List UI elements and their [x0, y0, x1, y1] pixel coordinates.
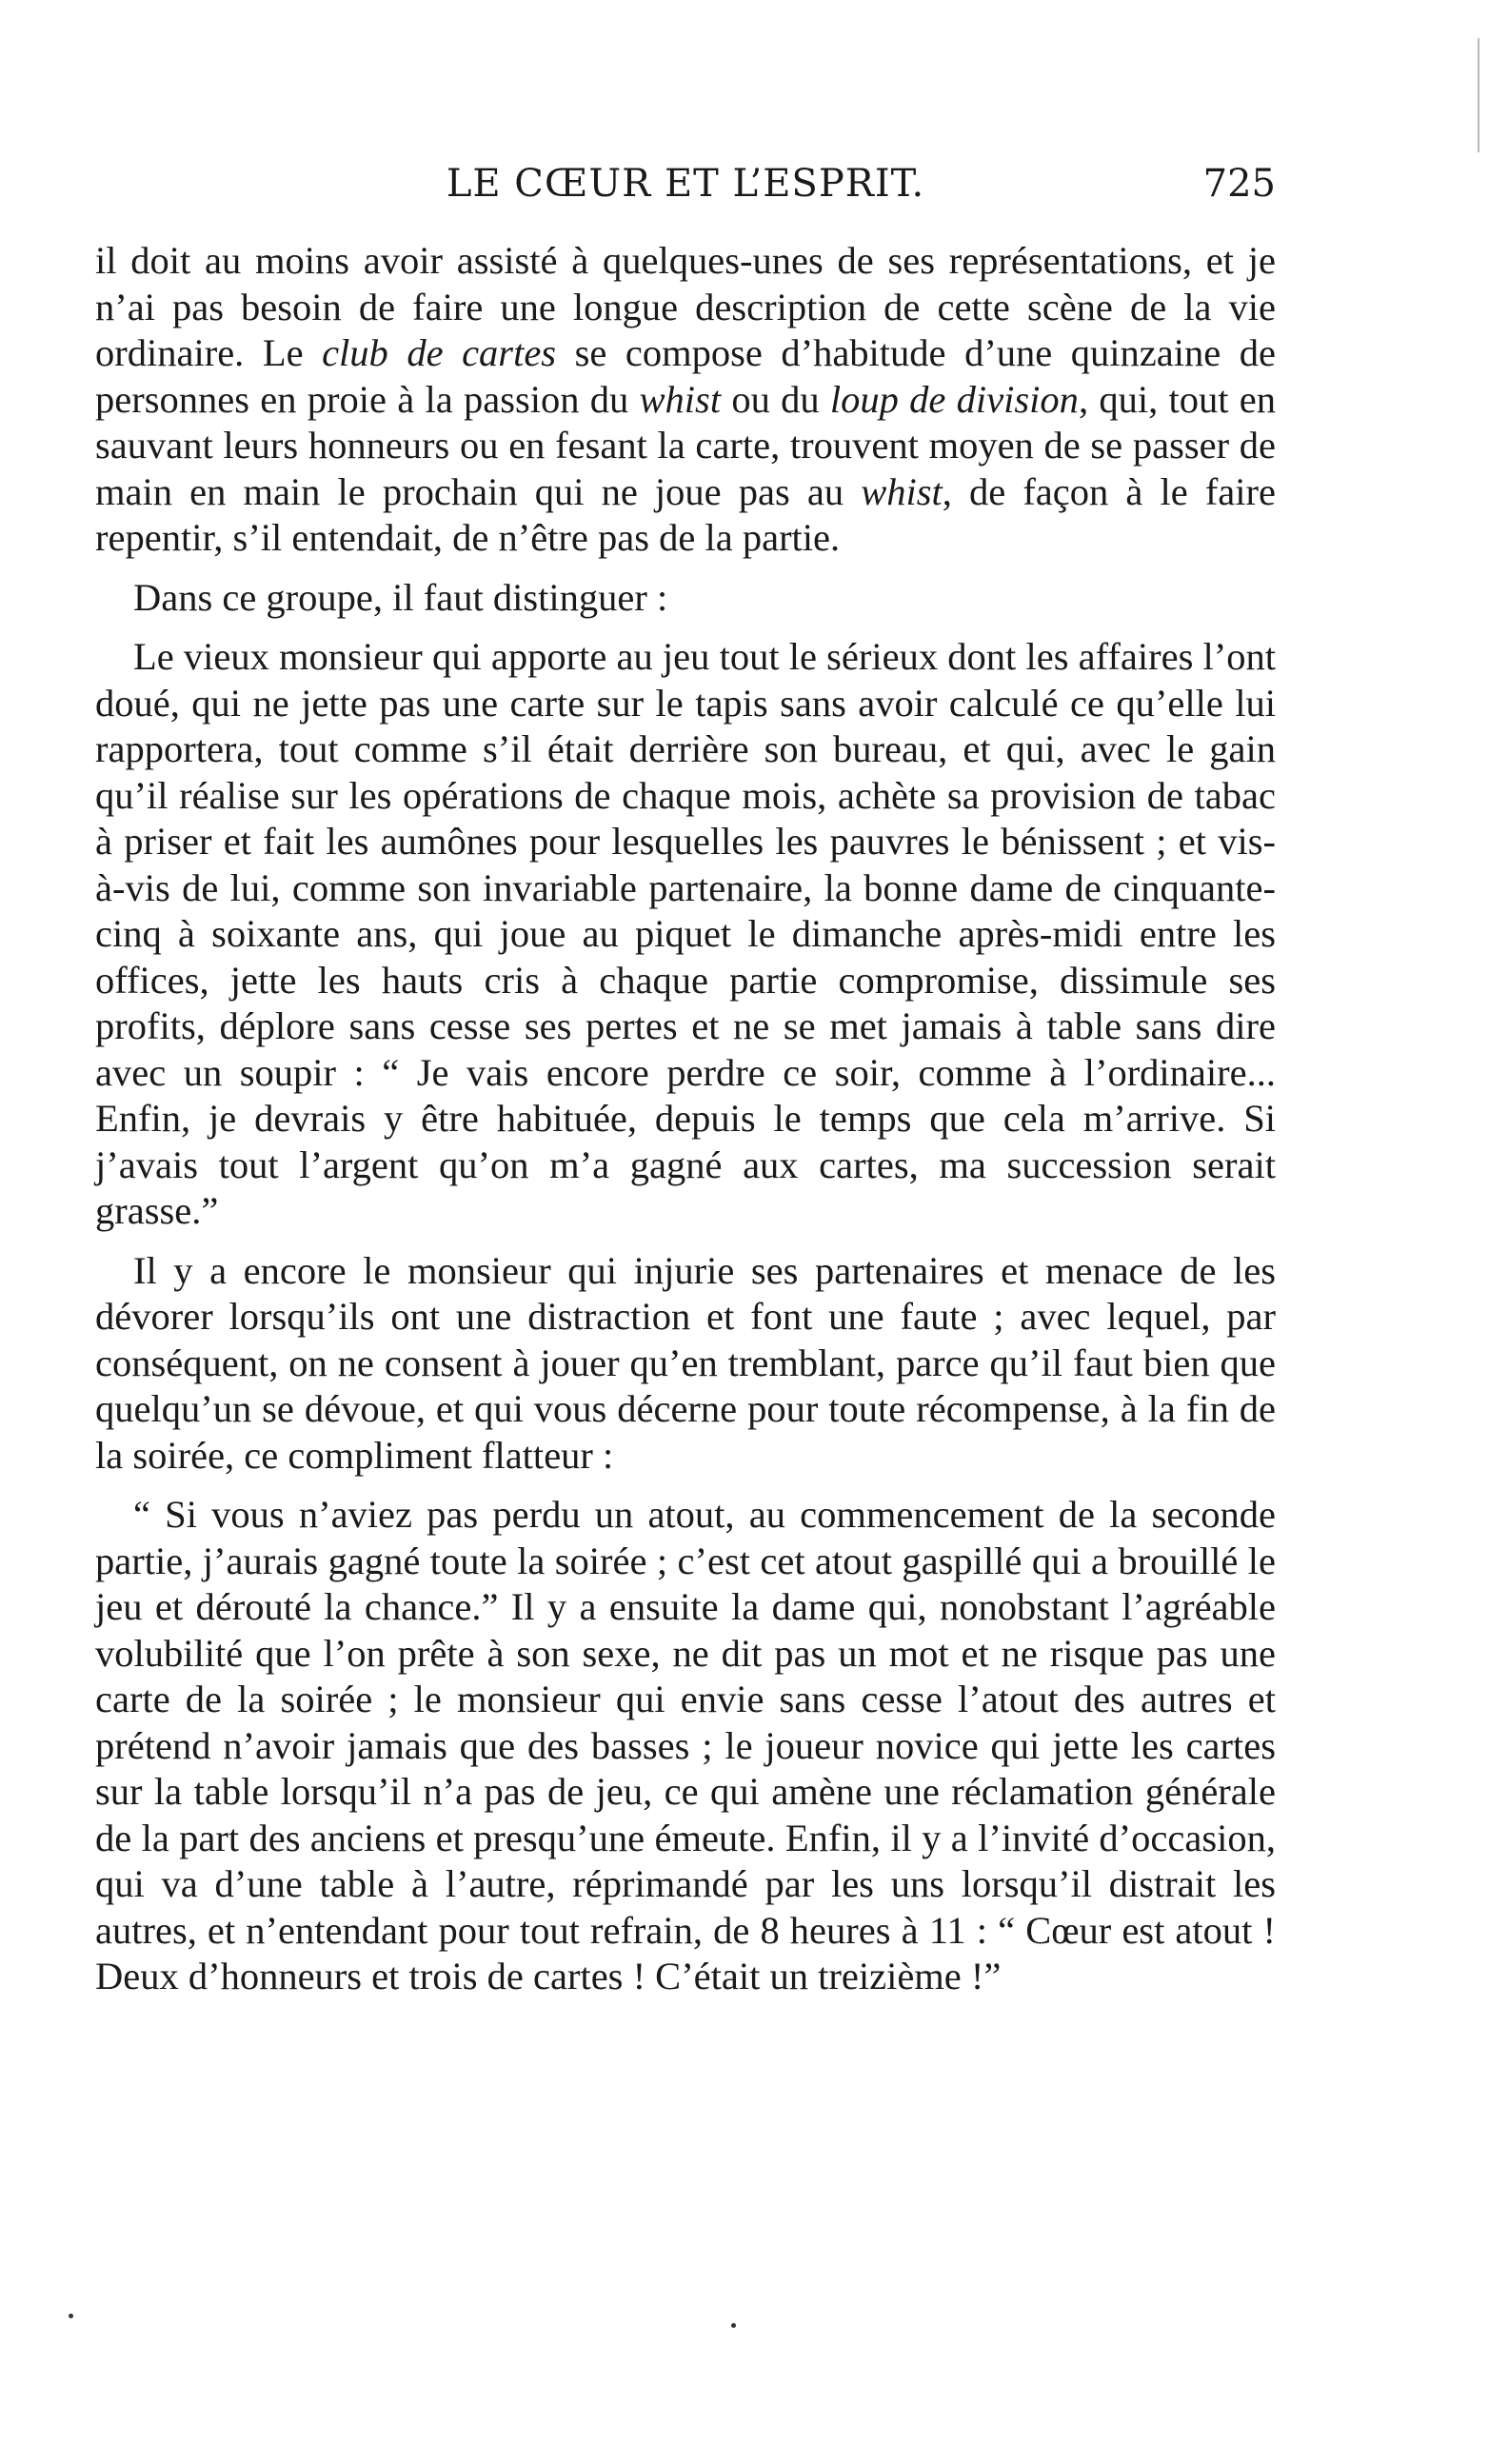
text-run: Le vieux monsieur qui apporte au jeu tout le sérieux dont les affaires l’ont doué, qui ne jette pas une carte sur le tapis sans avoir calculé ce qu’elle lui rapportera, tout comme s’il était derrière son bureau, et qui, avec le gain qu’il réalise sur les opérations de chaque mois, achète sa provision de tabac à priser et fait les aumônes pour lesquelles les pauvres le bénissent ; et vis-à-vis de lui, comme son invariable partenaire, la bonne dame de cinquante-cinq à soixante ans, qui joue au piquet le dimanche après-midi entre les offices, jette les hauts cris à chaque partie compromise, dissimule ses profits, déplore sans cesse ses pertes et ne se met jamais à table sans dire avec un soupir : “ Je vais encore perdre ce soir, comme à l’ordinaire... Enfin, je devrais y être habituée, depuis le temps que cela m’arrive. Si j’avais tout l’argent qu’on m’a gagné aux cartes, ma succession serait grasse.” [95, 635, 1276, 1232]
paragraph-2 [95, 575, 1276, 622]
page-number: 725 [1202, 162, 1276, 206]
italic-phrase: whist [639, 377, 722, 421]
italic-phrase: club de cartes [322, 331, 557, 374]
text-run: il doit au moins avoir assisté à quelques-unes de ses représentations, et je n’ai pas besoin de faire une longue description de cette scène de la vie ordinaire. Le [95, 239, 1276, 374]
text-run: Il y a encore le monsieur qui injurie ses partenaires et menace de les dévorer lorsqu’ils ont une distraction et font une faute ; avec lequel, par conséquent, on ne consent à jouer qu’en tremblant, parce qu’il faut bien que quelqu’un se dévoue, et qui vous décerne pour toute récompense, à la fin de la soirée, ce compliment flatteur : [95, 1248, 1276, 1477]
text-run: “ Si vous n’aviez pas perdu un atout, au commencement de la seconde partie, j’aurais gagné toute la soirée ; c’est cet atout gaspillé qui a brouillé le jeu et dérouté la chance.” Il y a ensuite la dame qui, nonobstant l’agréable volubilité que l’on prête à son sexe, ne dit pas un mot et ne risque pas une carte de la soirée ; le monsieur qui envie sans cesse l’atout des autres et prétend n’avoir jamais que des basses ; le joueur novice qui jette les cartes sur la table lorsqu’il n’a pas de jeu, ce qui amène une réclamation générale de la part des anciens et presqu’une émeute. Enfin, il y a l’invité d’occasion, qui va d’une table à l’autre, réprimandé par les uns lorsqu’il distrait les autres, et n’entendant pour tout refrain, de 8 heures à 11 : “ Cœur est atout ! Deux d’honneurs et trois de cartes ! C’était un treizième !” [95, 1493, 1276, 1997]
text-run: ou du [721, 377, 830, 421]
scan-speck [69, 2314, 73, 2318]
paragraph-4 [95, 1248, 1276, 1480]
text-run: Dans ce groupe, il faut distinguer : [133, 575, 668, 619]
text-run: , de façon à le faire repentir, s’il entendait, de n’être pas de la partie. [95, 469, 1276, 559]
text-run: , qui, tout en sauvant leurs honneurs ou en fesant la carte, trouvent moyen de se passer de main en main le prochain qui ne joue pas au [95, 377, 1276, 513]
scan-edge-mark [1478, 38, 1479, 152]
text-run: se compose d’habitude d’une quinzaine de personnes en proie à la passion du [95, 331, 1276, 421]
paragraph-1 [95, 238, 1276, 562]
running-head [95, 162, 1276, 219]
italic-phrase: whist [861, 469, 943, 513]
paragraph-3 [95, 634, 1276, 1235]
italic-phrase: loup de division [829, 377, 1079, 421]
paragraph-5 [95, 1492, 1276, 2000]
book-page [95, 162, 1276, 2014]
running-title: LE CŒUR ET L’ESPRIT. [446, 162, 925, 206]
scan-speck [731, 2323, 736, 2328]
